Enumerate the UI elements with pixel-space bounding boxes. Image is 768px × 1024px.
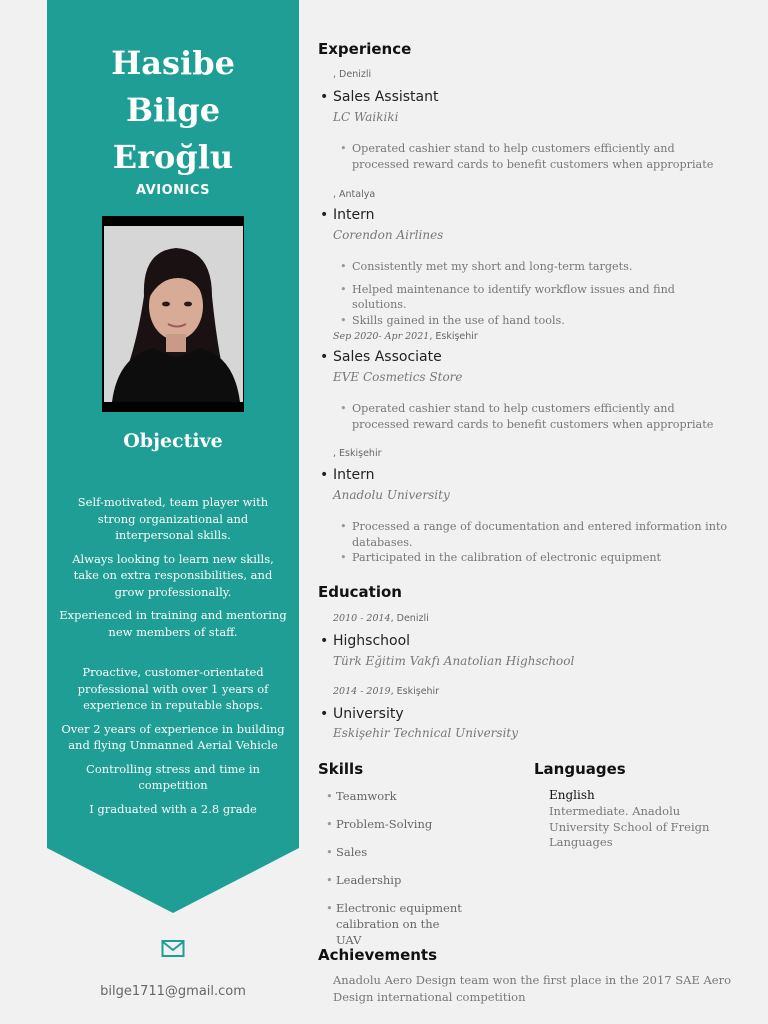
degree-label: University [333, 706, 404, 722]
objective-text [58, 494, 288, 824]
job-role-label: Sales Associate [333, 349, 442, 365]
experience-heading: Experience [318, 40, 412, 58]
objective-paragraph: Always looking to learn new skills, take on extra responsibilities, and grow professionally. [72, 551, 274, 599]
language-level: Intermediate. Anadolu University School of Freign Languages [549, 804, 710, 849]
achievements-heading: Achievements [318, 946, 438, 964]
languages-heading: Languages [534, 760, 626, 778]
objective-paragraph: Proactive, customer-orientated professional with over 1 years of experience in reputable shops. [77, 665, 269, 712]
degree-label: Highschool [333, 633, 411, 649]
education-meta [333, 686, 439, 697]
job-meta [333, 448, 382, 459]
job-org: EVE Cosmetics Store [333, 370, 463, 384]
name-line-first: Hasibe [111, 44, 235, 82]
list-item: • Operated cashier stand to help customers efficiently and processed reward cards to benefit customers when appropriate [340, 141, 730, 172]
list-item: • Electronic equipment calibration on the UAV [326, 900, 466, 948]
list-item: • Consistently met my short and long-term targets. [340, 259, 730, 275]
job-location: , Denizli [333, 69, 372, 80]
job-org: Corendon Airlines [333, 228, 444, 242]
job-location: , Eskişehir [429, 331, 478, 342]
job-date: Sep 2020- Apr 2021 [333, 331, 430, 342]
list-item: • Problem-Solving [326, 816, 516, 832]
objective-paragraph: Over 2 years of experience in building and flying Unmanned Aerial Vehicle [61, 721, 285, 752]
job-bullets [340, 519, 730, 566]
list-item: • Operated cashier stand to help customers efficiently and processed reward cards to benefit customers when appropriate [340, 401, 730, 432]
objective-paragraph: Self-motivated, team player with strong organizational and interpersonal skills. [77, 495, 269, 542]
skills-heading: Skills [318, 760, 364, 778]
mail-icon [161, 939, 185, 959]
job-role: • Sales Assistant [320, 89, 439, 105]
language-name: English [549, 788, 595, 802]
job-title: AVIONICS [136, 183, 210, 198]
education-degree: • University [320, 706, 404, 722]
education-school: Türk Eğitim Vakfı Anatolian Highschool [333, 654, 575, 668]
full-name [47, 40, 299, 181]
job-role: • Intern [320, 467, 375, 483]
job-meta [333, 331, 478, 342]
job-bullets [340, 259, 730, 328]
objective-paragraph: Controlling stress and time in competition [86, 761, 260, 792]
list-item: • Helped maintenance to identify workflow issues and find solutions. [340, 282, 730, 313]
list-item: • Participated in the calibration of electronic equipment [340, 550, 730, 566]
list-item: • Leadership [326, 872, 516, 888]
job-role: • Sales Associate [320, 349, 442, 365]
job-meta [333, 189, 375, 200]
job-role-label: Intern [333, 467, 375, 483]
objective-paragraph: I graduated with a 2.8 grade [89, 801, 257, 816]
list-item: • Sales [326, 844, 516, 860]
skills-list [326, 788, 516, 960]
job-location: , Eskişehir [333, 448, 382, 459]
objective-paragraph: Experienced in training and mentoring new members of staff. [59, 608, 287, 639]
list-item: • Skills gained in the use of hand tools. [340, 313, 730, 329]
education-meta [333, 613, 429, 624]
objective-heading: Objective [123, 430, 223, 452]
job-bullets [340, 401, 730, 432]
education-date: 2010 - 2014 [333, 613, 391, 624]
job-org: LC Waikiki [333, 110, 399, 124]
job-role: • Intern [320, 207, 375, 223]
profile-photo [104, 226, 243, 402]
education-location: , Denizli [390, 613, 429, 624]
job-bullets [340, 141, 730, 172]
job-role-label: Intern [333, 207, 375, 223]
list-item: • Processed a range of documentation and entered information into databases. [340, 519, 730, 550]
name-line-last: Eroğlu [112, 138, 234, 176]
job-meta [333, 69, 371, 80]
job-location: , Antalya [333, 189, 376, 200]
job-role-label: Sales Assistant [333, 89, 439, 105]
education-degree: • Highschool [320, 633, 411, 649]
education-date: 2014 - 2019 [333, 686, 391, 697]
job-org: Anadolu University [333, 488, 450, 502]
education-school: Eskişehir Technical University [333, 726, 519, 740]
education-location: , Eskişehir [390, 686, 440, 697]
education-heading: Education [318, 583, 402, 601]
achievements-text: Anadolu Aero Design team won the first place in the 2017 SAE Aero Design international competition [333, 973, 732, 1004]
list-item: • Teamwork [326, 788, 516, 804]
email-link[interactable]: bilge1711@gmail.com [100, 984, 246, 999]
name-line-middle: Bilge [125, 91, 221, 129]
